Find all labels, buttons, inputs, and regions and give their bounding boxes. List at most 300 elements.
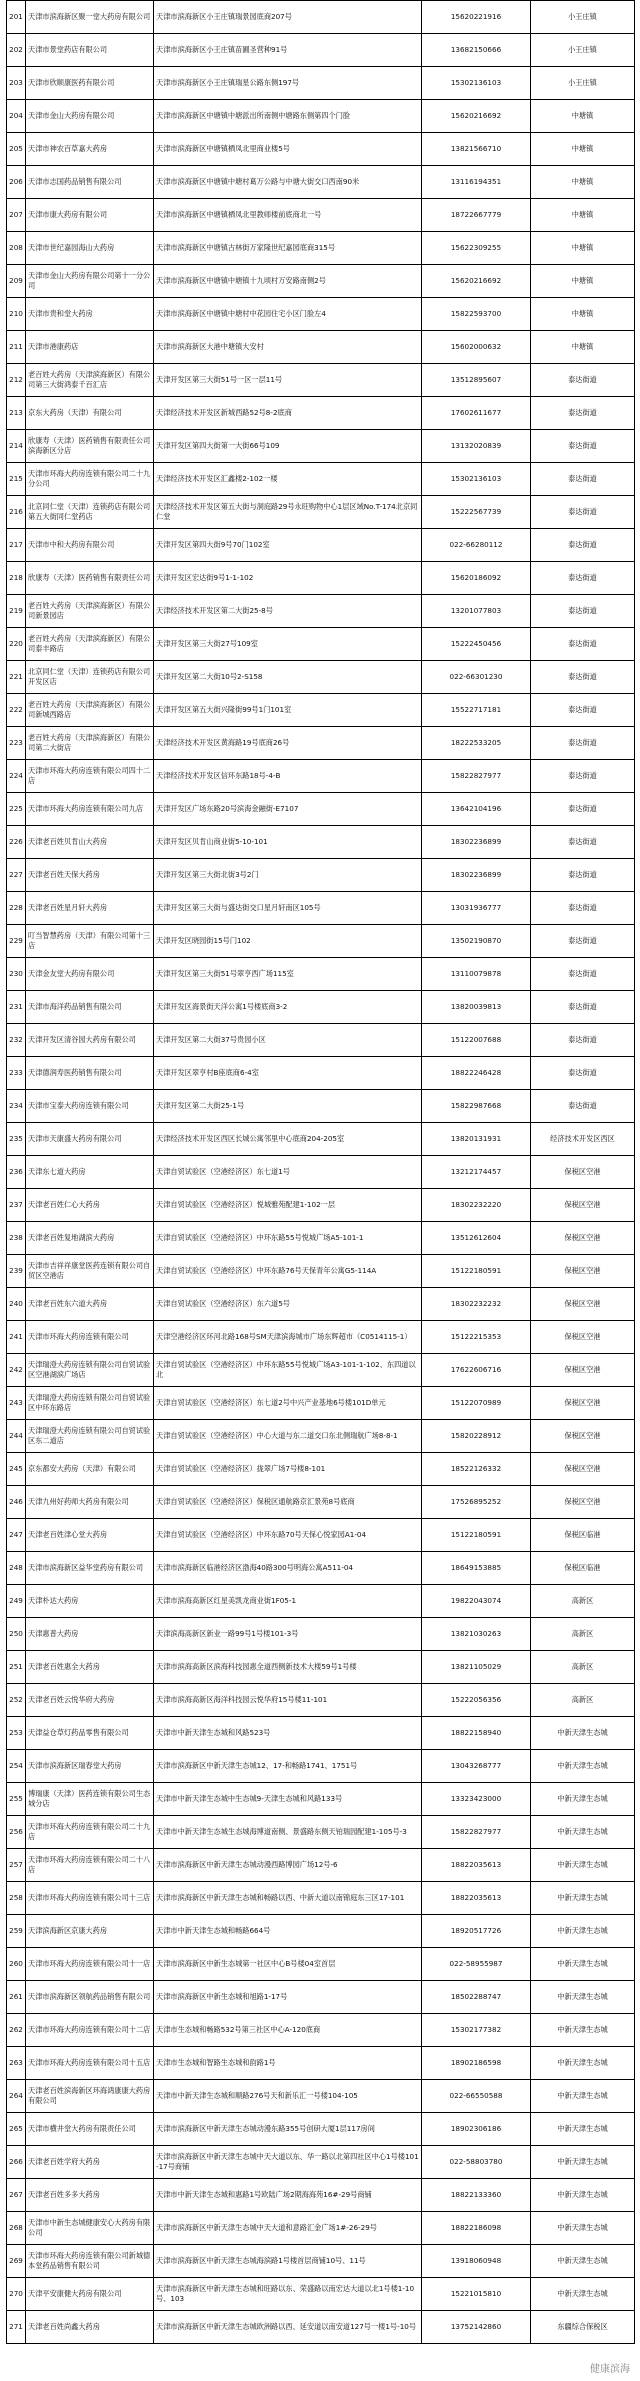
row-number: 251 [7,1651,26,1684]
pharmacy-name: 天津平安康健大药房有限公司 [26,2278,154,2311]
pharmacy-area: 中新天津生态城 [531,2179,635,2212]
pharmacy-address: 天津市滨海新区临港经济区渤海40路300号明海公寓A511-04 [154,1552,422,1585]
row-number: 225 [7,793,26,826]
pharmacy-area: 中塘镇 [531,298,635,331]
pharmacy-area: 保税区空港 [531,1387,635,1420]
pharmacy-address: 天津市中新天津生态城和顺路276号天和新乐汇一号楼104-105 [154,2080,422,2113]
table-row [7,595,635,628]
pharmacy-phone: 13820131931 [422,1123,531,1156]
pharmacy-name: 天津瑞澄大药房连锁有限公司自贸试验区中环东路店 [26,1387,154,1420]
table-row [7,793,635,826]
pharmacy-phone: 13682150666 [422,34,531,67]
pharmacy-name: 天津老百姓天保大药房 [26,859,154,892]
table-row [7,2245,635,2278]
row-number: 242 [7,1354,26,1387]
table-row [7,331,635,364]
pharmacy-area: 保税区空港 [531,1156,635,1189]
table-row [7,397,635,430]
pharmacy-address: 天津空港经济区环河北路168号SM天津滨海城市广场东辉超市（C0514115-1） [154,1321,422,1354]
pharmacy-area: 泰达街道 [531,1090,635,1123]
table-row [7,1387,635,1420]
pharmacy-phone: 15302136103 [422,463,531,496]
row-number: 204 [7,100,26,133]
row-number: 231 [7,991,26,1024]
pharmacy-name: 天津市金山大药房有限公司 [26,100,154,133]
row-number: 259 [7,1915,26,1948]
table-row [7,2113,635,2146]
pharmacy-name: 京东大药房（天津）有限公司 [26,397,154,430]
table-row [7,2014,635,2047]
pharmacy-name: 天津市海洋药品销售有限公司 [26,991,154,1024]
table-row [7,1420,635,1453]
row-number: 222 [7,694,26,727]
table-row [7,1222,635,1255]
row-number: 239 [7,1255,26,1288]
pharmacy-address: 天津经济技术开发区黄海路19号底商26号 [154,727,422,760]
pharmacy-phone: 13512612604 [422,1222,531,1255]
table-row [7,2080,635,2113]
pharmacy-area: 中新天津生态城 [531,2278,635,2311]
pharmacy-name: 老百姓大药房（天津滨海新区）有限公司第二大街店 [26,727,154,760]
pharmacy-phone: 18822133360 [422,2179,531,2212]
row-number: 258 [7,1882,26,1915]
pharmacy-area: 泰达街道 [531,397,635,430]
pharmacy-name: 天津老百姓云悦华府大药房 [26,1684,154,1717]
pharmacy-address: 天津自贸试验区（空港经济区）东七道1号 [154,1156,422,1189]
row-number: 252 [7,1684,26,1717]
row-number: 238 [7,1222,26,1255]
pharmacy-phone: 18302232232 [422,1288,531,1321]
pharmacy-address: 天津市滨海新区中塘镇栖凤北里商业楼5号 [154,133,422,166]
row-number: 269 [7,2245,26,2278]
pharmacy-address: 天津市滨海新区中新天津生态城动漫西路博园广场12号-6 [154,1849,422,1882]
pharmacy-name: 天津老百姓星月轩大药房 [26,892,154,925]
pharmacy-phone: 18902306186 [422,2113,531,2146]
table-row [7,1024,635,1057]
pharmacy-address: 天津开发区第二大街37号贵园小区 [154,1024,422,1057]
row-number: 223 [7,727,26,760]
pharmacy-area: 小王庄镇 [531,67,635,100]
table-row [7,1783,635,1816]
pharmacy-area: 保税区空港 [531,1255,635,1288]
pharmacy-phone: 18902186598 [422,2047,531,2080]
pharmacy-phone: 13043268777 [422,1750,531,1783]
pharmacy-phone: 17526895252 [422,1486,531,1519]
table-row [7,1090,635,1123]
pharmacy-address: 天津自贸试验区（空港经济区）东六道5号 [154,1288,422,1321]
pharmacy-name: 天津市欣顺康医药有限公司 [26,67,154,100]
pharmacy-area: 中塘镇 [531,133,635,166]
pharmacy-area: 中新天津生态城 [531,2080,635,2113]
table-row [7,1882,635,1915]
pharmacy-phone: 18649153885 [422,1552,531,1585]
pharmacy-name: 天津市中新生态城健康安心大药房有限公司 [26,2212,154,2245]
pharmacy-address: 天津开发区翠亨村B座底商6-4室 [154,1057,422,1090]
pharmacy-address: 天津市滨海新区中新天津生态城中天大道以东、华一路以北第四社区中心1号楼101-17号商铺 [154,2146,422,2179]
pharmacy-phone: 15822987668 [422,1090,531,1123]
pharmacy-name: 天津瑞澄大药房连锁有限公司自贸试验区东二道店 [26,1420,154,1453]
row-number: 209 [7,265,26,298]
pharmacy-address: 天津市生态城和智路生态城和韵路1号 [154,2047,422,2080]
pharmacy-phone: 18822158940 [422,1717,531,1750]
pharmacy-address: 天津自贸试验区（空港经济区）保税区通航路京汇景苑8号底商 [154,1486,422,1519]
row-number: 256 [7,1816,26,1849]
pharmacy-phone: 15522717181 [422,694,531,727]
pharmacy-name: 天津金友堂大药房有限公司 [26,958,154,991]
pharmacy-phone: 13323423000 [422,1783,531,1816]
pharmacy-name: 天津老百姓仁心大药房 [26,1189,154,1222]
pharmacy-address: 天津自贸试验区（空港经济区）悦城雅苑配建1-102一层 [154,1189,422,1222]
table-row [7,1486,635,1519]
pharmacy-name: 天津惠普大药房 [26,1618,154,1651]
row-number: 255 [7,1783,26,1816]
pharmacy-phone: 022-66280112 [422,529,531,562]
pharmacy-area: 泰达街道 [531,364,635,397]
pharmacy-phone: 13752142860 [422,2311,531,2344]
pharmacy-area: 保税区临港 [531,1519,635,1552]
row-number: 268 [7,2212,26,2245]
pharmacy-area: 泰达街道 [531,958,635,991]
pharmacy-address: 天津市中新天津生态城和惠路1号欧陆广场2期海海苑16#-29号商铺 [154,2179,422,2212]
pharmacy-address: 天津滨海高新区新业一路99号1号楼101-3号 [154,1618,422,1651]
pharmacy-area: 中新天津生态城 [531,1882,635,1915]
pharmacy-name: 天津老百姓学府大药房 [26,2146,154,2179]
pharmacy-area: 泰达街道 [531,727,635,760]
table-row [7,859,635,892]
pharmacy-address: 天津市滨海新区中新天津生态城中天大道和意路汇金广场1#-26-29号 [154,2212,422,2245]
pharmacy-address: 天津经济技术开发区信环东路18号-4-B [154,760,422,793]
table-row [7,364,635,397]
row-number: 265 [7,2113,26,2146]
pharmacy-name: 天津市环海大药房连锁有限公司二十八店 [26,1849,154,1882]
pharmacy-area: 泰达街道 [531,826,635,859]
pharmacy-area: 中新天津生态城 [531,1717,635,1750]
pharmacy-table [6,0,635,2344]
pharmacy-phone: 15822827977 [422,1816,531,1849]
pharmacy-area: 泰达街道 [531,1057,635,1090]
row-number: 206 [7,166,26,199]
pharmacy-phone: 022-66301230 [422,661,531,694]
row-number: 213 [7,397,26,430]
row-number: 211 [7,331,26,364]
pharmacy-phone: 17622606716 [422,1354,531,1387]
pharmacy-name: 天津市滨海新区益华堂药房有限公司 [26,1552,154,1585]
table-row [7,463,635,496]
row-number: 247 [7,1519,26,1552]
row-number: 253 [7,1717,26,1750]
pharmacy-name: 天津市金山大药房有限公司第十一分公司 [26,265,154,298]
pharmacy-phone: 15122007688 [422,1024,531,1057]
pharmacy-address: 天津自贸试验区（空港经济区）拢翠广场7号楼8-101 [154,1453,422,1486]
table-row [7,67,635,100]
table-row [7,1552,635,1585]
row-number: 207 [7,199,26,232]
pharmacy-phone: 15820228912 [422,1420,531,1453]
pharmacy-address: 天津开发区第三大街北街3号2门 [154,859,422,892]
pharmacy-address: 天津市滨海新区小王庄镇瑞景园底商207号 [154,1,422,34]
table-row [7,1948,635,1981]
pharmacy-address: 天津市滨海新区中塘镇栖凤北里教师楼前底商北一号 [154,199,422,232]
pharmacy-name: 天津市天康盛大药房有限公司 [26,1123,154,1156]
pharmacy-area: 中塘镇 [531,331,635,364]
pharmacy-phone: 13031936777 [422,892,531,925]
row-number: 244 [7,1420,26,1453]
pharmacy-phone: 13110079878 [422,958,531,991]
pharmacy-address: 天津自贸试验区（空港经济区）东七道2号中兴产业基地6号楼101D单元 [154,1387,422,1420]
pharmacy-area: 中新天津生态城 [531,1783,635,1816]
pharmacy-address: 天津经济技术开发区第二大街25-8号 [154,595,422,628]
pharmacy-area: 中塘镇 [531,100,635,133]
pharmacy-phone: 13512895607 [422,364,531,397]
row-number: 234 [7,1090,26,1123]
pharmacy-area: 中新天津生态城 [531,1981,635,2014]
pharmacy-phone: 15302177382 [422,2014,531,2047]
pharmacy-name: 北京同仁堂（天津）连锁药店有限公司开发区店 [26,661,154,694]
table-row [7,1618,635,1651]
row-number: 236 [7,1156,26,1189]
pharmacy-name: 天津市吉祥祥康堂医药连锁有限公司自贸区空港店 [26,1255,154,1288]
table-row [7,166,635,199]
pharmacy-phone: 15620216692 [422,265,531,298]
pharmacy-phone: 15221015810 [422,2278,531,2311]
table-row [7,1750,635,1783]
pharmacy-area: 泰达街道 [531,595,635,628]
pharmacy-area: 高新区 [531,1684,635,1717]
pharmacy-phone: 13821105029 [422,1651,531,1684]
table-row [7,1981,635,2014]
pharmacy-name: 天津市环海大药房连锁有限公司新城德本堂药品销售有限公司 [26,2245,154,2278]
table-row [7,1288,635,1321]
pharmacy-name: 天津朴达大药房 [26,1585,154,1618]
pharmacy-name: 天津老百姓东六道大药房 [26,1288,154,1321]
pharmacy-area: 保税区空港 [531,1222,635,1255]
pharmacy-address: 天津市滨海高新区滨海科技园惠全道西侧新技术大楼59号1号楼 [154,1651,422,1684]
table-row [7,2278,635,2311]
table-row [7,1849,635,1882]
pharmacy-phone: 13212174457 [422,1156,531,1189]
table-row [7,232,635,265]
pharmacy-area: 高新区 [531,1585,635,1618]
pharmacy-area: 泰达街道 [531,1024,635,1057]
table-row [7,2047,635,2080]
pharmacy-phone: 18822035613 [422,1849,531,1882]
pharmacy-name: 天津市康大药房有限公司 [26,199,154,232]
pharmacy-name: 天津德润寿医药销售有限公司 [26,1057,154,1090]
table-row [7,1816,635,1849]
pharmacy-phone: 13116194351 [422,166,531,199]
row-number: 208 [7,232,26,265]
row-number: 210 [7,298,26,331]
pharmacy-area: 中新天津生态城 [531,1816,635,1849]
pharmacy-phone: 15222567739 [422,496,531,529]
pharmacy-area: 中新天津生态城 [531,2146,635,2179]
pharmacy-area: 泰达街道 [531,991,635,1024]
pharmacy-area: 中新天津生态城 [531,1849,635,1882]
row-number: 233 [7,1057,26,1090]
pharmacy-address: 天津开发区第四大街9号70门102室 [154,529,422,562]
pharmacy-phone: 13642104196 [422,793,531,826]
row-number: 219 [7,595,26,628]
pharmacy-name: 天津市环海大药房连锁有限公司 [26,1321,154,1354]
pharmacy-name: 天津老百姓惠全大药房 [26,1651,154,1684]
table-row [7,958,635,991]
pharmacy-name: 天津市环海大药房连锁有限公司十三店 [26,1882,154,1915]
pharmacy-phone: 15822593700 [422,298,531,331]
pharmacy-area: 保税区空港 [531,1453,635,1486]
table-row [7,298,635,331]
table-row [7,826,635,859]
table-row [7,34,635,67]
pharmacy-phone: 15122180591 [422,1519,531,1552]
pharmacy-area: 泰达街道 [531,859,635,892]
pharmacy-name: 天津东七道大药房 [26,1156,154,1189]
table-row [7,1255,635,1288]
pharmacy-name: 天津老百姓津心堂大药房 [26,1519,154,1552]
pharmacy-name: 天津市环海大药房连锁有限公司十五店 [26,2047,154,2080]
pharmacy-area: 东疆综合保税区 [531,2311,635,2344]
pharmacy-area: 中塘镇 [531,166,635,199]
pharmacy-name: 天津市世纪嘉园海山大药房 [26,232,154,265]
pharmacy-name: 天津市环海大药房连锁有限公司十二店 [26,2014,154,2047]
pharmacy-phone: 17602611677 [422,397,531,430]
pharmacy-area: 中新天津生态城 [531,2113,635,2146]
pharmacy-area: 保税区空港 [531,1321,635,1354]
row-number: 237 [7,1189,26,1222]
table-row [7,1519,635,1552]
pharmacy-address: 天津市滨海新区中新天津生态城和畅路以西、中新大道以南锦庭东三区17-101 [154,1882,422,1915]
pharmacy-area: 保税区空港 [531,1288,635,1321]
row-number: 264 [7,2080,26,2113]
row-number: 248 [7,1552,26,1585]
pharmacy-phone: 18302236899 [422,826,531,859]
row-number: 241 [7,1321,26,1354]
table-row [7,892,635,925]
pharmacy-phone: 15822827977 [422,760,531,793]
pharmacy-area: 保税区空港 [531,1486,635,1519]
pharmacy-address: 天津开发区海景街天洋公寓1号楼底商3-2 [154,991,422,1024]
row-number: 217 [7,529,26,562]
pharmacy-name: 欣康寿（天津）医药销售有限责任公司滨海新区分店 [26,430,154,463]
table-row [7,991,635,1024]
watermark: 健康滨海 [590,2364,630,2375]
table-row [7,100,635,133]
row-number: 202 [7,34,26,67]
pharmacy-name: 天津市滨海新区领航药品销售有限公司 [26,1981,154,2014]
row-number: 260 [7,1948,26,1981]
row-number: 205 [7,133,26,166]
pharmacy-address: 天津经济技术开发区西区长城公寓邻里中心底商204-205室 [154,1123,422,1156]
row-number: 224 [7,760,26,793]
pharmacy-phone: 18302232220 [422,1189,531,1222]
pharmacy-area: 泰达街道 [531,925,635,958]
row-number: 214 [7,430,26,463]
row-number: 257 [7,1849,26,1882]
row-number: 250 [7,1618,26,1651]
row-number: 215 [7,463,26,496]
pharmacy-phone: 18222533205 [422,727,531,760]
row-number: 262 [7,2014,26,2047]
pharmacy-area: 中新天津生态城 [531,2047,635,2080]
pharmacy-name: 老百姓大药房（天津滨海新区）有限公司第三大街鸿泰千百汇店 [26,364,154,397]
table-row [7,925,635,958]
pharmacy-name: 天津市中和大药房有限公司 [26,529,154,562]
pharmacy-address: 天津开发区第五大街兴隆街99号1门101室 [154,694,422,727]
pharmacy-address: 天津开发区贝肯山商业街5-10-101 [154,826,422,859]
row-number: 221 [7,661,26,694]
row-number: 263 [7,2047,26,2080]
row-number: 216 [7,496,26,529]
pharmacy-phone: 19822043074 [422,1585,531,1618]
table-row [7,1123,635,1156]
pharmacy-name: 天津市港康药店 [26,331,154,364]
pharmacy-name: 天津老百姓贝肯山大药房 [26,826,154,859]
row-number: 249 [7,1585,26,1618]
pharmacy-area: 保税区空港 [531,1420,635,1453]
pharmacy-address: 天津市滨海新区中新天津生态城和旺路以东、荣盛路以南宏达大道以北1号楼1-10号、103 [154,2278,422,2311]
pharmacy-name: 天津市环海大药房连锁有限公司二十九店 [26,1816,154,1849]
row-number: 267 [7,2179,26,2212]
pharmacy-address: 天津经济技术开发区第五大街与洞庭路29号永旺购物中心1层区域No.T-174北京同仁堂 [154,496,422,529]
pharmacy-address: 天津市滨海新区中新天津生态城海滨路1号楼首层商铺10号、11号 [154,2245,422,2278]
pharmacy-address: 天津市滨海新区中塘镇中塘镇十九顷村万安路南侧2号 [154,265,422,298]
table-row [7,496,635,529]
pharmacy-area: 中新天津生态城 [531,1915,635,1948]
pharmacy-area: 高新区 [531,1618,635,1651]
pharmacy-name: 老百姓大药房（天津滨海新区）有限公司新景园店 [26,595,154,628]
pharmacy-phone: 13918060948 [422,2245,531,2278]
pharmacy-address: 天津经济技术开发区新城西路52号8-2底商 [154,397,422,430]
pharmacy-area: 保税区空港 [531,1189,635,1222]
table-row [7,1915,635,1948]
row-number: 227 [7,859,26,892]
pharmacy-address: 天津自贸试验区（空港经济区）中心大道与东二道交口东北侧瑞航广场8-8-1 [154,1420,422,1453]
pharmacy-name: 叮当智慧药房（天津）有限公司第十三店 [26,925,154,958]
row-number: 254 [7,1750,26,1783]
pharmacy-phone: 022-66550588 [422,2080,531,2113]
pharmacy-area: 泰达街道 [531,529,635,562]
pharmacy-area: 泰达街道 [531,430,635,463]
pharmacy-name: 天津市环海大药房连锁有限公司十一店 [26,1948,154,1981]
pharmacy-name: 天津老百姓尚鑫大药房 [26,2311,154,2344]
pharmacy-address: 天津市滨海新区小王庄镇瑞星公路东侧197号 [154,67,422,100]
pharmacy-address: 天津市生态城和畅路532号第三社区中心A-120底商 [154,2014,422,2047]
table-row [7,727,635,760]
pharmacy-address: 天津开发区宏达街9号1-1-102 [154,562,422,595]
table-row [7,2311,635,2344]
pharmacy-phone: 18822035613 [422,1882,531,1915]
pharmacy-phone: 15222056356 [422,1684,531,1717]
pharmacy-area: 泰达街道 [531,463,635,496]
pharmacy-phone: 13502190870 [422,925,531,958]
table-row [7,133,635,166]
row-number: 243 [7,1387,26,1420]
pharmacy-name: 天津市环海大药房连锁有限公司二十九分公司 [26,463,154,496]
table-row [7,628,635,661]
row-number: 246 [7,1486,26,1519]
table-row [7,1321,635,1354]
table-row [7,1057,635,1090]
pharmacy-address: 天津市滨海新区中新天津生态城动漫东路355号创研大厦1层117房间 [154,2113,422,2146]
pharmacy-address: 天津开发区第三大街与盛达街交口星月轩南区105号 [154,892,422,925]
pharmacy-phone: 15602000632 [422,331,531,364]
pharmacy-area: 保税区空港 [531,1354,635,1387]
row-number: 201 [7,1,26,34]
pharmacy-phone: 15122180591 [422,1255,531,1288]
row-number: 203 [7,67,26,100]
pharmacy-address: 天津开发区第三大街51号一区一层11号 [154,364,422,397]
pharmacy-area: 泰达街道 [531,760,635,793]
pharmacy-phone: 18502288747 [422,1981,531,2014]
